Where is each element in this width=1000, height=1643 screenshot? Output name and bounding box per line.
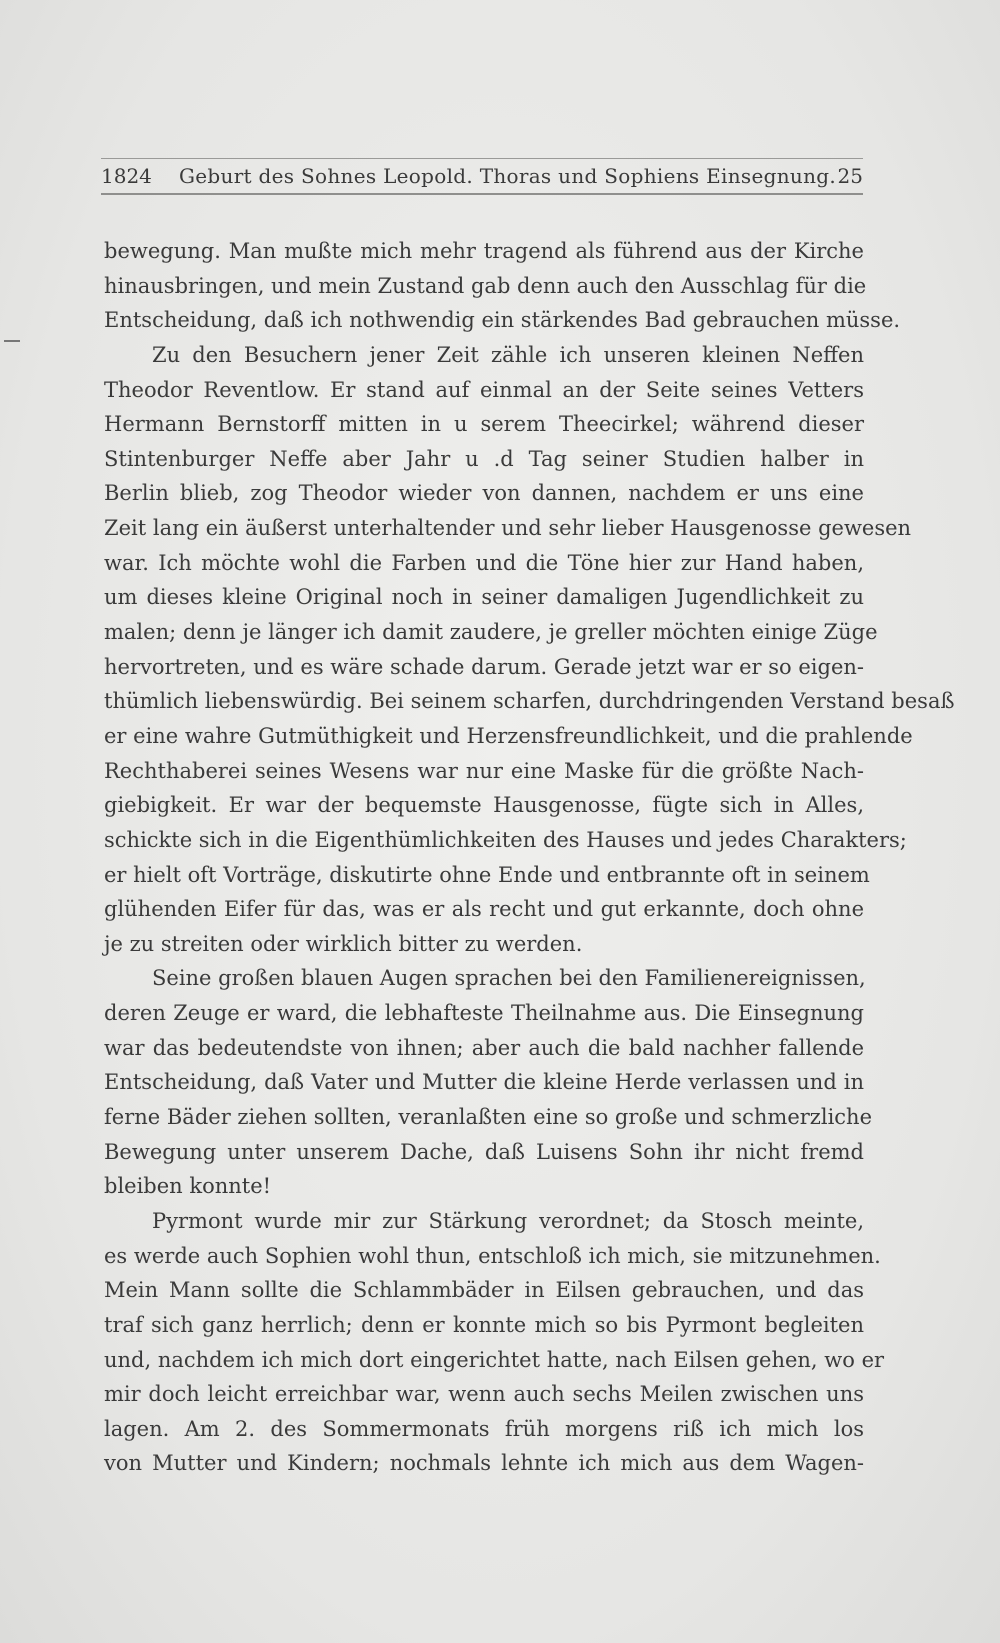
header-title: Geburt des Sohnes Leopold. Thoras und Sophiens Einsegnung. <box>179 164 837 188</box>
text-line: je zu streiten oder wirklich bitter zu werden. <box>104 931 583 956</box>
text-line: ferne Bäder ziehen sollten, veranlaßten eine so große und schmerzliche <box>104 1105 873 1130</box>
text-line: Pyrmont wurde mir zur Stärkung verordnet; da Stosch meinte, <box>152 1208 864 1233</box>
text-line: Entscheidung, daß Vater und Mutter die kleine Herde verlassen und in <box>104 1070 864 1095</box>
text-line: war. Ich möchte wohl die Farben und die Töne hier zur Hand haben, <box>104 550 864 575</box>
text-line: um dieses kleine Original noch in seiner damaligen Jugendlichkeit zu <box>104 585 864 610</box>
text-line: hervortreten, und es wäre schade darum. Gerade jetzt war er so eigen- <box>104 654 864 679</box>
text-line: thümlich liebenswürdig. Bei seinem scharfen, durchdringenden Verstand besaß <box>104 689 955 714</box>
text-line: Theodor Reventlow. Er stand auf einmal an der Seite seines Vetters <box>104 377 864 402</box>
text-line: und, nachdem ich mich dort eingerichtet hatte, nach Eilsen gehen, wo er <box>104 1347 885 1372</box>
text-line: hinausbringen, und mein Zustand gab denn auch den Ausschlag für die <box>104 273 867 298</box>
text-line: Zu den Besuchern jener Zeit zähle ich unseren kleinen Neffen <box>152 342 864 367</box>
text-line: Seine großen blauen Augen sprachen bei den Familienereignissen, <box>152 966 866 991</box>
margin-mark <box>4 340 20 342</box>
text-line: Entscheidung, daß ich nothwendig ein stärkendes Bad gebrauchen müsse. <box>104 308 901 333</box>
text-line: war das bedeutendste von ihnen; aber auch die bald nachher fallende <box>104 1035 864 1060</box>
page-number: 25 <box>837 164 863 188</box>
text-line: es werde auch Sophien wohl thun, entschloß ich mich, sie mitzunehmen. <box>104 1243 881 1268</box>
text-line: schickte sich in die Eigenthümlichkeiten des Hauses und jedes Charakters; <box>104 827 907 852</box>
text-line: Hermann Bernstorff mitten in u serem Theecirkel; während dieser <box>104 412 864 437</box>
text-line: glühenden Eifer für das, was er als recht und gut erkannte, doch ohne <box>104 897 864 922</box>
text-line: er hielt oft Vorträge, diskutirte ohne Ende und entbrannte oft in seinem <box>104 862 870 887</box>
running-header <box>101 158 863 195</box>
text-line: Rechthaberei seines Wesens war nur eine Maske für die größte Nach- <box>104 758 864 783</box>
text-line: traf sich ganz herrlich; denn er konnte mich so bis Pyrmont begleiten <box>104 1312 864 1337</box>
text-line: Mein Mann sollte die Schlammbäder in Eilsen gebrauchen, und das <box>104 1278 864 1303</box>
header-year: 1824 <box>101 164 152 188</box>
text-line: lagen. Am 2. des Sommermonats früh morgens riß ich mich los <box>104 1416 864 1441</box>
text-line: Berlin blieb, zog Theodor wieder von dannen, nachdem er uns eine <box>104 481 864 506</box>
text-line: malen; denn je länger ich damit zaudere, je greller möchten einige Züge <box>104 620 878 645</box>
text-line: mir doch leicht erreichbar war, wenn auch sechs Meilen zwischen uns <box>104 1382 864 1407</box>
text-line: deren Zeuge er ward, die lebhafteste Theilnahme aus. Die Einsegnung <box>104 1001 864 1026</box>
text-line: bewegung. Man mußte mich mehr tragend als führend aus der Kirche <box>104 239 864 263</box>
text-line: giebigkeit. Er war der bequemste Hausgenosse, fügte sich in Alles, <box>104 793 864 818</box>
text-line: er eine wahre Gutmüthigkeit und Herzensfreundlichkeit, und die prahlende <box>104 723 913 748</box>
text-line: Stintenburger Neffe aber Jahr u .d Tag seiner Studien halber in <box>104 446 864 471</box>
text-line: Bewegung unter unserem Dache, daß Luisens Sohn ihr nicht fremd <box>104 1139 864 1164</box>
body-text <box>104 234 955 1481</box>
text-line: Zeit lang ein äußerst unterhaltender und sehr lieber Hausgenosse gewesen <box>104 516 912 541</box>
text-line: von Mutter und Kindern; nochmals lehnte ich mich aus dem Wagen- <box>104 1451 864 1476</box>
text-line: bleiben konnte! <box>104 1174 272 1199</box>
